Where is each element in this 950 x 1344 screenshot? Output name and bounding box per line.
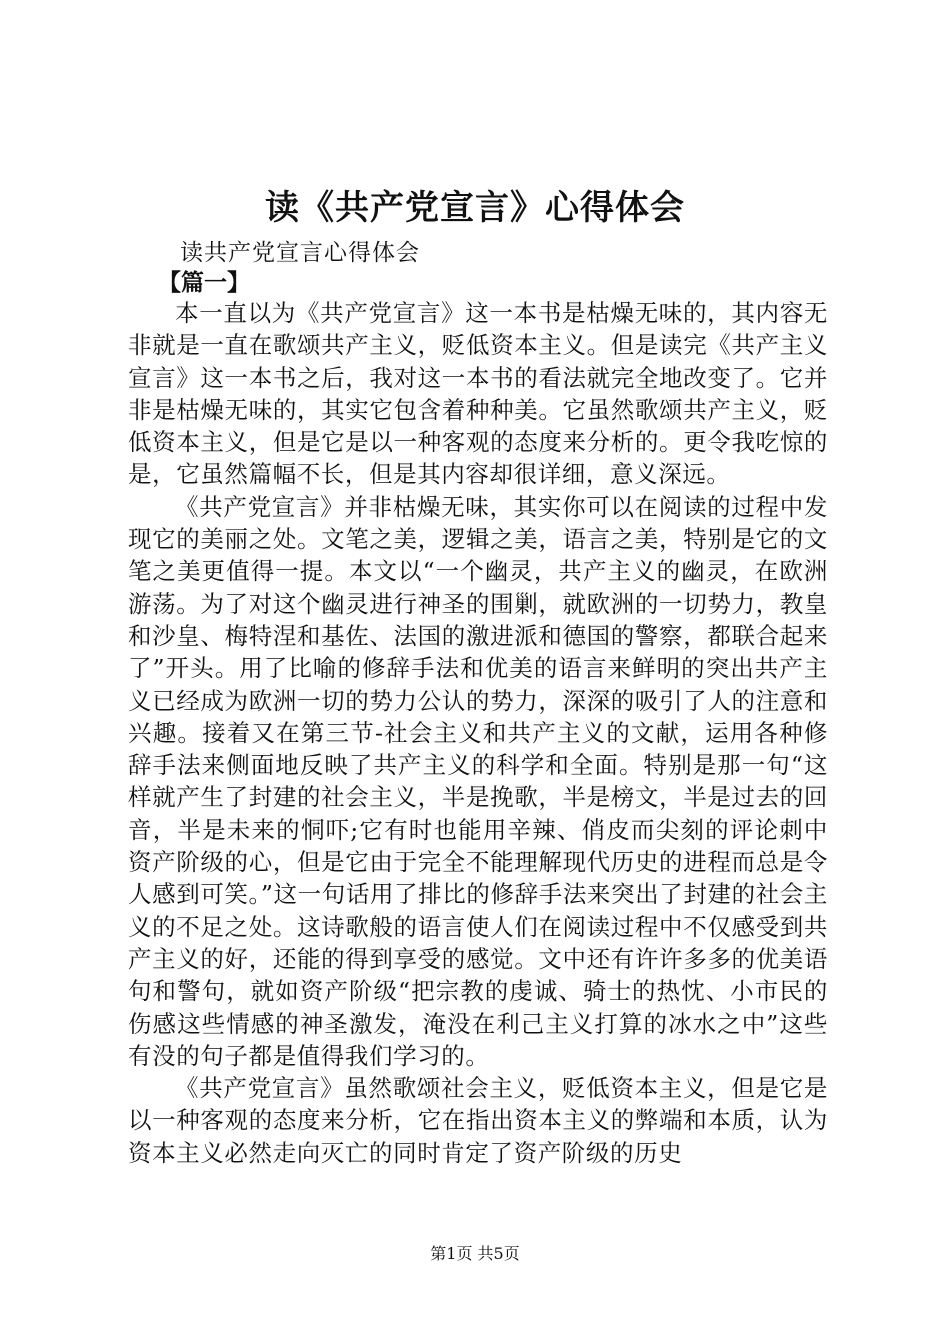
section-label: 【篇一】	[158, 269, 250, 296]
page-footer: 第1页 共5页	[430, 1244, 520, 1263]
paragraph: 《共产党宣言》并非枯燥无味，其实你可以在阅读的过程中发现它的美丽之处。文笔之美，逻辑之美，语言之美，特别是它的文笔之美更值得一提。本文以“一个幽灵，共产主义的幽灵，在欧洲游荡。为了对这个幽灵进行神圣的围剿，就欧洲的一切势力，教皇和沙皇、梅特涅和基佐、法国的激进派和德国的警察，都联合起来了”开头。用了比喻的修辞手法和优美的语言来鲜明的突出共产主义已经成为欧洲一切的势力公认的势力，深深的吸引了人的注意和兴趣。接着又在第三节-社会主义和共产主义的文献，运用各种修辞手法来侧面地反映了共产主义的科学和全面。特别是那一句“这样就产生了封建的社会主义，半是挽歌，半是榜文，半是过去的回音，半是未来的恫吓;它有时也能用辛辣、俏皮而尖刻的评论刺中资产阶级的心，但是它由于完全不能理解现代历史的进程而总是令人感到可笑。”这一句话用了排比的修辞手法来突出了封建的社会主义的不足之处。这诗歌般的语言使人们在阅读过程中不仅感受到共产主义的好，还能的得到享受的感觉。文中还有许许多多的优美语句和警句，就如资产阶级“把宗教的虔诚、骑士的热忱、小市民的伤感这些情感的神圣激发，淹没在利己主义打算的冰水之中”这些有没的句子都是值得我们学习的。	[128, 492, 828, 1070]
paragraph: 《共产党宣言》虽然歌颂社会主义，贬低资本主义，但是它是以一种客观的态度来分析，它在指出资本主义的弊端和本质，认为资本主义必然走向灭亡的同时肯定了资产阶级的历史	[128, 1074, 828, 1167]
document-title: 读《共产党宣言》心得体会	[265, 188, 685, 228]
document-subtitle: 读共产党宣言心得体会	[180, 240, 420, 266]
document-body	[128, 297, 828, 1169]
paragraph: 本一直以为《共产党宣言》这一本书是枯燥无味的，其内容无非就是一直在歌颂共产主义，贬低资本主义。但是读完《共产主义宣言》这一本书之后，我对这一本书的看法就完全地改变了。它并非是枯燥无味的，其实它包含着种种美。它虽然歌颂共产主义，贬低资本主义，但是它是以一种客观的态度来分析的。更令我吃惊的是，它虽然篇幅不长，但是其内容却很详细，意义深远。	[128, 299, 828, 489]
